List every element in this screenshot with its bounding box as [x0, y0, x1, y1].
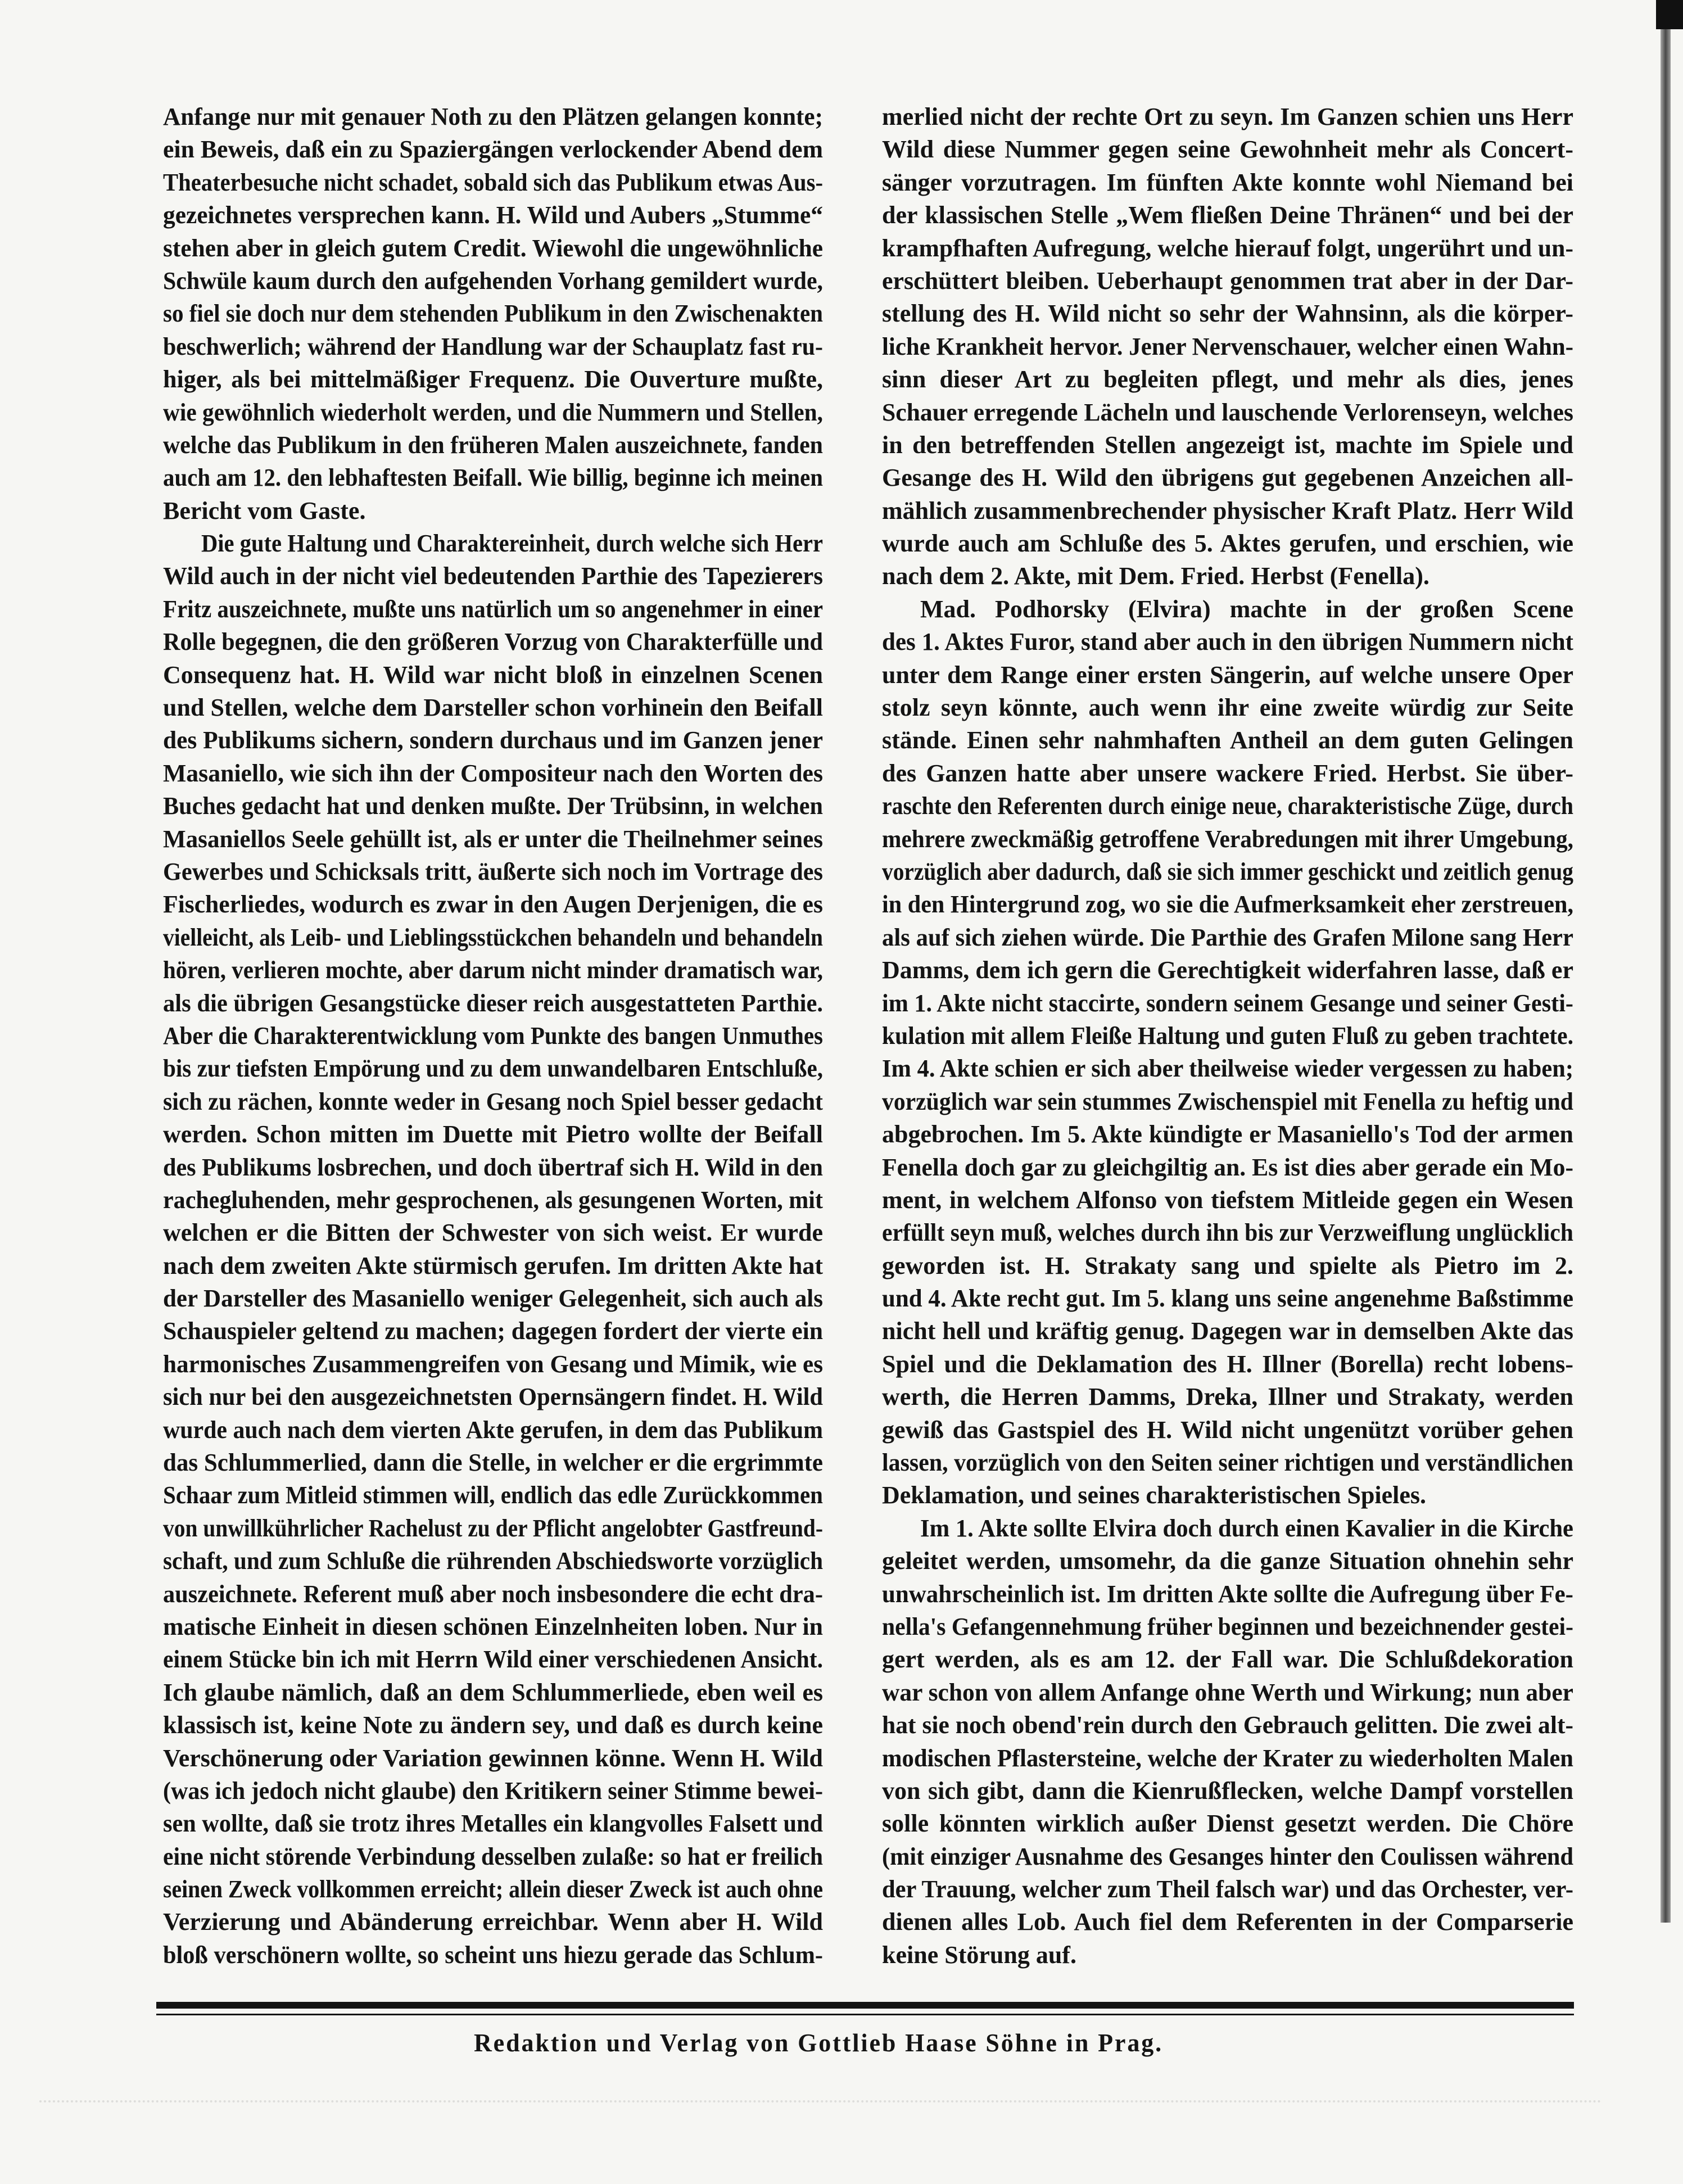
text-line [163, 1545, 823, 1577]
text-line [163, 1184, 823, 1217]
text-line [163, 856, 823, 888]
footer-rule-thick [156, 2002, 1574, 2009]
text-line [882, 1512, 1573, 1545]
text-line-content: welche das Publikum in den früheren Malen auszeichnete, fanden [163, 431, 823, 459]
text-line-content: stellung des H. Wild nicht so sehr der Wahnsinn, als die körper- [882, 300, 1573, 328]
text-line [882, 856, 1573, 888]
text-line [163, 1282, 823, 1315]
text-line-content: geworden ist. H. Strakaty sang und spielte als Pietro im 2. [882, 1251, 1573, 1279]
text-line-content: Schauspieler geltend zu machen; dagegen fordert der vierte ein [163, 1317, 823, 1345]
text-line-content: das Schlummerlied, dann die Stelle, in welcher er die ergrimmte [163, 1449, 823, 1477]
imprint-text: Redaktion und Verlag von Gottlieb Haase Söhne in Prag. [474, 2028, 1163, 2057]
text-line-content: Wild auch in der nicht viel bedeutenden Parthie des Tapezierers [163, 562, 823, 590]
text-line-content: erschüttert bleiben. Ueberhaupt genommen trat aber in der Dar- [882, 266, 1573, 295]
text-line [882, 495, 1573, 527]
text-line [882, 1775, 1573, 1807]
text-line-content: in den Hintergrund zog, wo sie die Aufmerksamkeit eher zerstreuen, [882, 890, 1573, 919]
text-line [882, 1676, 1573, 1709]
text-line-content: schaft, und zum Schluße die rührenden Abschiedsworte vorzüglich [163, 1547, 823, 1575]
text-line [163, 331, 823, 363]
text-line [882, 265, 1573, 297]
text-line [882, 133, 1573, 166]
text-line [163, 1873, 823, 1906]
text-line-content: sänger vorzutragen. Im fünften Akte konnte wohl Niemand bei [882, 168, 1573, 196]
text-line [882, 1643, 1573, 1676]
text-line [882, 1906, 1573, 1938]
text-line [882, 1742, 1573, 1775]
text-line-content: Aber die Charakterentwicklung vom Punkte des bangen Unmuthes [163, 1021, 823, 1050]
text-line-content: so fiel sie doch nur dem stehenden Publikum in den Zwischenakten [163, 300, 823, 328]
text-line [882, 1118, 1573, 1151]
text-line [163, 101, 823, 133]
text-line-content: mehrere zweckmäßig getroffene Verabredungen mit ihrer Umgebung, [882, 825, 1573, 853]
text-line-content: wie gewöhnlich wiederholt werden, und die Nummern und Stellen, [163, 398, 823, 426]
text-line [163, 133, 823, 166]
text-line [882, 1151, 1573, 1184]
text-line-content: Fritz auszeichnete, mußte uns natürlich um so angenehmer in einer [163, 595, 823, 623]
text-line-content: nach dem 2. Akte, mit Dem. Fried. Herbst (Fenella). [882, 562, 1429, 590]
text-line [882, 363, 1573, 396]
page-edge-shadow [1661, 0, 1671, 1923]
text-line [163, 560, 823, 593]
text-line [882, 560, 1573, 593]
text-line-content: Fischerliedes, wodurch es zwar in den Augen Derjenigen, die es [163, 890, 823, 919]
text-line [163, 790, 823, 822]
text-line [163, 1381, 823, 1413]
text-line [163, 1807, 823, 1840]
text-line-content: und Stellen, welche dem Darsteller schon vorhinein den Beifall [163, 694, 823, 722]
text-line-content: abgebrochen. Im 5. Akte kündigte er Masaniello's Tod der armen [882, 1120, 1573, 1148]
text-line-content: als auf sich ziehen würde. Die Parthie des Grafen Milone sang Herr [882, 923, 1573, 951]
scan-artifact [39, 2100, 1602, 2102]
text-line-content: sich nur bei den ausgezeichnetsten Opernsängern findet. H. Wild [163, 1383, 823, 1411]
text-line-content: harmonisches Zusammengreifen von Gesang und Mimik, wie es [163, 1350, 823, 1378]
text-line-content: vorzüglich war sein stummes Zwischenspiel mit Fenella zu heftig und [882, 1087, 1573, 1115]
text-line [163, 232, 823, 265]
text-line-content: Anfange nur mit genauer Noth zu den Plätzen gelangen konnte; [163, 103, 823, 130]
text-line-content: Schaar zum Mitleid stimmen will, endlich das edle Zurückkommen [163, 1481, 823, 1509]
text-line-content: rachegluhenden, mehr gesprochenen, als gesungenen Worten, mit [163, 1186, 823, 1214]
text-line-content: ment, in welchem Alfonso von tiefstem Mitleide gegen ein Wesen [882, 1186, 1573, 1214]
text-line-content: nach dem zweiten Akte stürmisch gerufen. Im dritten Akte hat [163, 1251, 823, 1279]
text-line-content: und 4. Akte recht gut. Im 5. klang uns seine angenehme Baßstimme [882, 1285, 1573, 1313]
text-line [163, 1906, 823, 1938]
text-line-content: Damms, dem ich gern die Gerechtigkeit widerfahren lasse, daß er [882, 956, 1573, 984]
text-line [163, 429, 823, 462]
text-line [882, 1873, 1573, 1906]
text-line [882, 199, 1573, 232]
text-line [163, 724, 823, 757]
text-line-content: Im 4. Akte schien er sich aber theilweise wieder vergessen zu haben; [882, 1055, 1573, 1083]
text-line [163, 1250, 823, 1282]
text-line-content: einem Stücke bin ich mit Herrn Wild einer verschiedenen Ansicht. [163, 1645, 823, 1674]
text-line-content: gewiß das Gastspiel des H. Wild nicht ungenützt vorüber gehen [882, 1416, 1573, 1444]
text-line-content: Theaterbesuche nicht schadet, sobald sich das Publikum etwas Aus- [163, 168, 823, 196]
text-line [882, 1020, 1573, 1052]
text-line-content: Masaniellos Seele gehüllt ist, als er unter die Theilnehmer seines [163, 825, 823, 853]
text-line [882, 1052, 1573, 1085]
text-line [882, 757, 1573, 790]
text-line [163, 1709, 823, 1742]
text-line [163, 1414, 823, 1446]
text-line-content: unwahrscheinlich ist. Im dritten Akte sollte die Aufregung über Fe- [882, 1580, 1573, 1608]
text-line-content: der Trauung, welcher zum Theil falsch war) und das Orchester, ver- [882, 1875, 1573, 1903]
text-line-content: auch am 12. den lebhaftesten Beifall. Wie billig, beginne ich meinen [163, 464, 823, 492]
text-line-content: Im 1. Akte sollte Elvira doch durch einen Kavalier in die Kirche [920, 1514, 1573, 1542]
text-line-content: klassisch ist, keine Note zu ändern sey, und daß es durch keine [163, 1711, 823, 1739]
text-line-content: Mad. Podhorsky (Elvira) machte in der großen Scene [920, 595, 1573, 623]
text-line-content: wurde auch am Schluße des 5. Aktes gerufen, und erschien, wie [882, 530, 1573, 558]
text-line-content: von sich gibt, dann die Kienrußflecken, welche Dampf vorstellen [882, 1776, 1573, 1805]
text-line [882, 1184, 1573, 1217]
text-line [163, 921, 823, 954]
text-line-content: unter dem Range einer ersten Sängerin, auf welche unsere Oper [882, 661, 1573, 689]
text-line-content: Wild diese Nummer gegen seine Gewohnheit mehr als Concert- [882, 135, 1573, 164]
text-line-content: im 1. Akte nicht staccirte, sondern seinem Gesange und seiner Gesti- [882, 989, 1573, 1017]
text-line [882, 593, 1573, 626]
text-line-content: krampfhaften Aufregung, welche hierauf folgt, ungerührt und un- [882, 234, 1573, 262]
text-line-content: Schauer erregende Lächeln und lauschende Verlorenseyn, welches [882, 398, 1573, 426]
text-line [163, 593, 823, 626]
text-line [163, 1348, 823, 1381]
text-line-content: gezeichnetes versprechen kann. H. Wild und Aubers „Stumme“ [163, 201, 823, 229]
text-line [882, 921, 1573, 954]
text-line [163, 1742, 823, 1775]
text-line [882, 1282, 1573, 1315]
text-line [163, 691, 823, 724]
text-line-content: Schwüle kaum durch den aufgehenden Vorhang gemildert wurde, [163, 266, 823, 295]
text-line-content: seinen Zweck vollkommen erreicht; allein dieser Zweck ist auch ohne [163, 1875, 823, 1903]
paragraph [163, 101, 823, 527]
text-line-content: Verzierung und Abänderung erreichbar. Wenn aber H. Wild [163, 1908, 823, 1936]
text-line [163, 1020, 823, 1052]
text-line-content: werth, die Herren Damms, Dreka, Illner und Strakaty, werden [882, 1383, 1573, 1411]
text-line-content: vielleicht, als Leib- und Lieblingsstückchen behandeln und behandeln [163, 923, 823, 951]
text-line-content: welchen er die Bitten der Schwester von sich weist. Er wurde [163, 1219, 823, 1247]
text-line [163, 823, 823, 856]
text-line-content: beschwerlich; während der Handlung war der Schauplatz fast ru- [163, 332, 823, 360]
text-line [882, 1348, 1573, 1381]
text-line-content: geleitet werden, umsomehr, da die ganze Situation ohnehin sehr [882, 1547, 1573, 1575]
text-line-content: sen wollte, daß sie trotz ihres Metalles ein klangvolles Falsett und [163, 1810, 823, 1838]
text-line [163, 363, 823, 396]
text-line [882, 1086, 1573, 1118]
text-line [163, 1151, 823, 1184]
text-line [163, 1479, 823, 1512]
text-line [163, 1315, 823, 1348]
text-line-content: sich zu rächen, konnte weder in Gesang noch Spiel besser gedacht [163, 1087, 823, 1115]
text-line-content: des Ganzen hatte aber unsere wackere Fried. Herbst. Sie über- [882, 759, 1573, 787]
text-line [163, 1052, 823, 1085]
text-line-content: in den betreffenden Stellen angezeigt ist, machte im Spiele und [882, 431, 1573, 459]
text-line [163, 888, 823, 921]
text-line-content: merlied nicht der rechte Ort zu seyn. Im Ganzen schien uns Herr [882, 103, 1573, 130]
text-line-content: (mit einziger Ausnahme des Gesanges hinter den Coulissen während [882, 1842, 1573, 1870]
text-line-content: (was ich jedoch nicht glaube) den Kritikern seiner Stimme bewei- [163, 1776, 823, 1805]
text-line [882, 1545, 1573, 1577]
text-line-content: Ich glaube nämlich, daß an dem Schlummerliede, eben weil es [163, 1678, 823, 1706]
text-line [163, 495, 823, 527]
right-column [882, 101, 1573, 1972]
text-line-content: Die gute Haltung und Charaktereinheit, durch welche sich Herr [201, 530, 823, 558]
text-line-content: von unwillkührlicher Rachelust zu der Pflicht angelobter Gastfreund- [163, 1514, 823, 1542]
text-line [163, 1676, 823, 1709]
text-line [882, 1217, 1573, 1249]
text-line [882, 724, 1573, 757]
text-line-content: Masaniello, wie sich ihn der Compositeur nach den Worten des [163, 759, 823, 787]
text-line-content: liche Krankheit hervor. Jener Nervenschauer, welcher einen Wahn- [882, 332, 1573, 360]
text-line [882, 1841, 1573, 1873]
text-line-content: Deklamation, und seines charakteristischen Spieles. [882, 1481, 1427, 1509]
text-line [163, 166, 823, 199]
text-line [882, 823, 1573, 856]
text-line-content: higer, als bei mittelmäßiger Frequenz. Die Ouverture mußte, [163, 365, 823, 394]
text-line [882, 790, 1573, 822]
text-line [882, 1479, 1573, 1512]
text-line-content: Rolle begegnen, die den größeren Vorzug von Charakterfülle und [163, 628, 823, 656]
text-line-content: vorzüglich aber dadurch, daß sie sich immer geschickt und zeitlich genug [882, 857, 1573, 885]
paragraph [882, 1512, 1573, 1972]
left-column [163, 101, 823, 1972]
text-line-content: lassen, vorzüglich von den Seiten seiner richtigen und verständlichen [882, 1449, 1573, 1477]
text-line [163, 297, 823, 330]
text-line-content: erfüllt seyn muß, welches durch ihn bis zur Verzweiflung unglücklich [882, 1219, 1573, 1247]
text-line [163, 659, 823, 691]
text-line-content: gert werden, als es am 12. der Fall war. Die Schlußdekoration [882, 1645, 1573, 1674]
text-line-content: nella's Gefangennehmung früher beginnen und bezeichnender gestei- [882, 1612, 1573, 1640]
text-line [882, 1414, 1573, 1446]
text-line-content: kulation mit allem Fleiße Haltung und guten Fluß zu geben trachtete. [882, 1021, 1573, 1050]
text-line [163, 462, 823, 494]
text-line-content: ein Beweis, daß ein zu Spaziergängen verlockender Abend dem [163, 135, 823, 164]
text-line [163, 1086, 823, 1118]
text-line [163, 527, 823, 560]
text-line [882, 1939, 1573, 1972]
text-line [163, 1446, 823, 1479]
text-line [882, 691, 1573, 724]
text-line [882, 1381, 1573, 1413]
text-line-content: keine Störung auf. [882, 1941, 1076, 1969]
text-line [882, 232, 1573, 265]
text-line [882, 331, 1573, 363]
text-line-content: dienen alles Lob. Auch fiel dem Referenten in der Comparserie [882, 1908, 1573, 1936]
text-line-content: stolz seyn könnte, auch wenn ihr eine zweite würdig zur Seite [882, 694, 1573, 722]
text-line [163, 757, 823, 790]
text-line [882, 462, 1573, 494]
text-line-content: werden. Schon mitten im Duette mit Pietro wollte der Beifall [163, 1120, 823, 1148]
paragraph [882, 101, 1573, 593]
text-line [882, 1709, 1573, 1742]
text-line-content: der Darsteller des Masaniello weniger Gelegenheit, sich auch als [163, 1285, 823, 1313]
text-line [882, 166, 1573, 199]
text-line-content: raschte den Referenten durch einige neue, charakteristische Züge, durch [882, 792, 1573, 820]
text-line-content: des 1. Aktes Furor, stand aber auch in den übrigen Nummern nicht [882, 628, 1573, 656]
text-line [882, 1315, 1573, 1348]
paragraph [882, 593, 1573, 1512]
text-line-content: auszeichnete. Referent muß aber noch insbesondere die echt dra- [163, 1580, 823, 1608]
text-line-content: wurde auch nach dem vierten Akte gerufen, in dem das Publikum [163, 1416, 823, 1444]
text-line-content: der klassischen Stelle „Wem fließen Deine Thränen“ und bei der [882, 201, 1573, 229]
text-line [163, 1217, 823, 1249]
text-line-content: Gewerbes und Schicksals tritt, äußerte sich noch im Vortrage des [163, 857, 823, 885]
text-line [882, 888, 1573, 921]
text-line [882, 1446, 1573, 1479]
text-line-content: Bericht vom Gaste. [163, 496, 366, 524]
text-line-content: als die übrigen Gesangstücke dieser reich ausgestatteten Parthie. [163, 989, 823, 1017]
text-line-content: Fenella doch gar zu gleichgiltig an. Es ist dies aber gerade ein Mo- [882, 1153, 1573, 1181]
text-line [163, 1939, 823, 1972]
text-line [163, 1841, 823, 1873]
text-line-content: stehen aber in gleich gutem Credit. Wiewohl die ungewöhnliche [163, 234, 823, 262]
text-line [882, 527, 1573, 560]
text-line [163, 265, 823, 297]
text-line [882, 1250, 1573, 1282]
page-corner-mark [1656, 0, 1683, 29]
text-line-content: sinn dieser Art zu begleiten pflegt, und mehr als dies, jenes [882, 365, 1573, 394]
text-line [163, 199, 823, 232]
text-line [882, 987, 1573, 1020]
text-line [163, 1512, 823, 1545]
text-line-content: des Publikums losbrechen, und doch übertraf sich H. Wild in den [163, 1153, 823, 1181]
text-line [882, 626, 1573, 658]
text-line-content: war schon von allem Anfange ohne Werth und Wirkung; nun aber [882, 1678, 1573, 1706]
text-line [163, 987, 823, 1020]
text-line [163, 954, 823, 987]
text-line [163, 1611, 823, 1643]
text-line [163, 1578, 823, 1611]
text-line [882, 1578, 1573, 1611]
text-line-content: nicht hell und kräftig genug. Dagegen war in demselben Akte das [882, 1317, 1573, 1345]
text-line [163, 1118, 823, 1151]
text-line [882, 429, 1573, 462]
text-line [163, 396, 823, 429]
text-line-content: bis zur tiefsten Empörung und zu dem unwandelbaren Entschluße, [163, 1055, 823, 1083]
text-line [882, 1807, 1573, 1840]
text-line [163, 626, 823, 658]
text-line-content: solle könnten wirklich außer Dienst gesetzt werden. Die Chöre [882, 1810, 1573, 1838]
text-line-content: des Publikums sichern, sondern durchaus und im Ganzen jener [163, 726, 823, 754]
text-line-content: Gesange des H. Wild den übrigens gut gegebenen Anzeichen all- [882, 464, 1573, 492]
text-line [163, 1775, 823, 1807]
text-line [882, 396, 1573, 429]
paragraph [163, 527, 823, 1972]
text-line-content: mählich zusammenbrechender physischer Kraft Platz. Herr Wild [882, 496, 1573, 524]
text-line-content: Spiel und die Deklamation des H. Illner (Borella) recht lobens- [882, 1350, 1573, 1378]
text-line-content: matische Einheit in diesen schönen Einzelnheiten loben. Nur in [163, 1612, 823, 1640]
text-line-content: stände. Einen sehr nahmhaften Antheil an dem guten Gelingen [882, 726, 1573, 754]
text-line [882, 101, 1573, 133]
text-line [882, 954, 1573, 987]
text-line-content: Buches gedacht hat und denken mußte. Der Trübsinn, in welchen [163, 792, 823, 820]
text-line [882, 659, 1573, 691]
text-line [882, 1611, 1573, 1643]
footer-rule-thin [156, 2014, 1574, 2015]
text-line-content: modischen Pflastersteine, welche der Krater zu wiederholten Malen [882, 1744, 1573, 1772]
text-line-content: Verschönerung oder Variation gewinnen könne. Wenn H. Wild [163, 1744, 823, 1772]
text-line [882, 297, 1573, 330]
text-line-content: hören, verlieren mochte, aber darum nicht minder dramatisch war, [163, 956, 823, 984]
text-line [163, 1643, 823, 1676]
imprint-line [474, 2027, 1163, 2059]
text-line-content: Consequenz hat. H. Wild war nicht bloß in einzelnen Scenen [163, 661, 823, 689]
text-line-content: hat sie noch obend'rein durch den Gebrauch gelitten. Die zwei alt- [882, 1711, 1573, 1739]
text-line-content: eine nicht störende Verbindung desselben zulaße: so hat er freilich [163, 1842, 823, 1870]
text-line-content: bloß verschönern wollte, so scheint uns hiezu gerade das Schlum- [163, 1941, 823, 1969]
